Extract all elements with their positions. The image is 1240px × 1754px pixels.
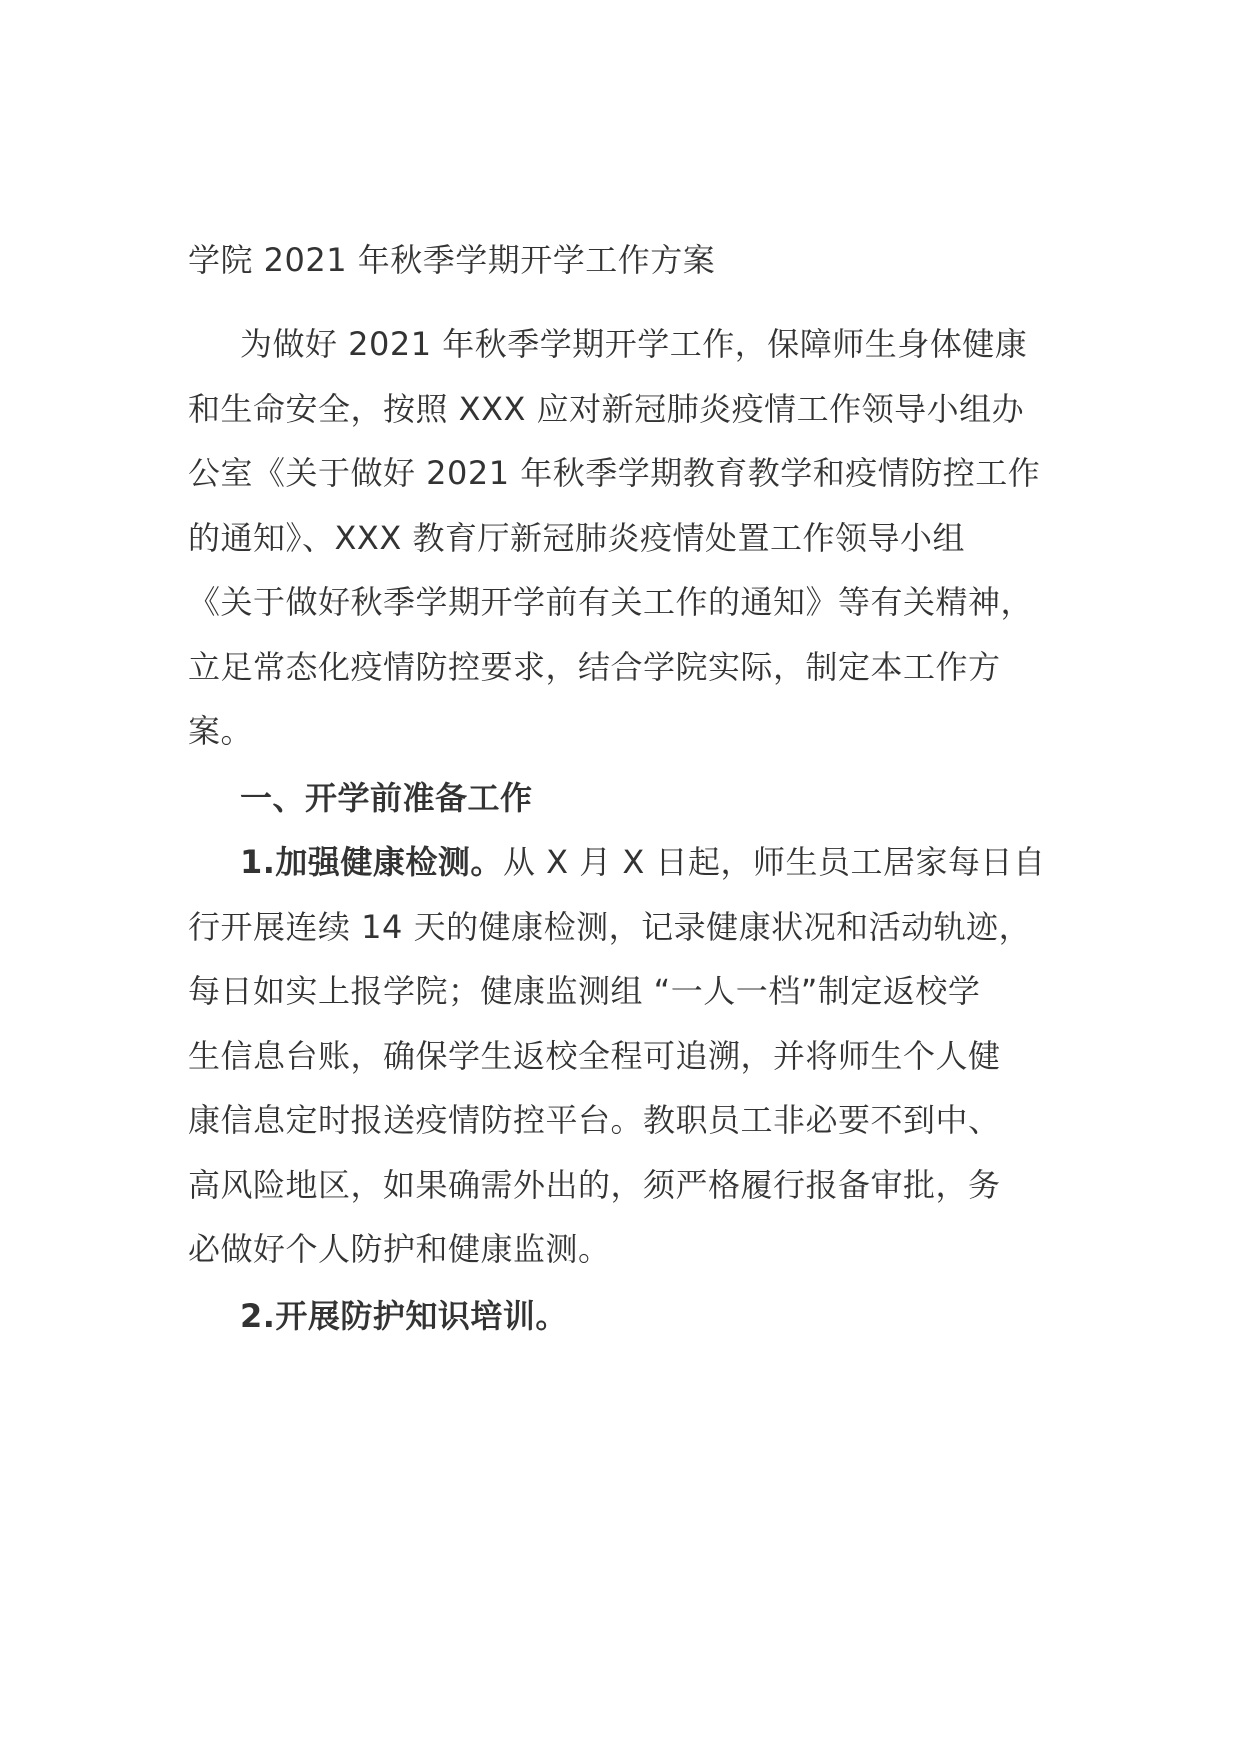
item-2-label: 2.开展防护知识培训。 — [240, 1296, 568, 1335]
item-1-line: 康信息定时报送疫情防控平台。教职员工非必要不到中、 — [188, 1101, 1001, 1139]
section-heading-1: 一、开学前准备工作 — [240, 778, 533, 817]
item-1-line: 必做好个人防护和健康监测。 — [188, 1230, 611, 1268]
intro-line: 立足常态化疫情防控要求，结合学院实际，制定本工作方 — [188, 647, 1001, 686]
document-body — [188, 232, 1068, 1348]
item-1-line: 生信息台账，确保学生返校全程可追溯，并将师生个人健 — [188, 1036, 1001, 1075]
item-1-first-line — [188, 830, 1068, 895]
intro-line: 的通知》、XXX 教育厅新冠肺炎疫情处置工作领导小组 — [188, 518, 965, 557]
document-title: 学院 2021 年秋季学期开学工作方案 — [188, 241, 716, 279]
item-1-paragraph — [188, 830, 1068, 1282]
intro-paragraph — [188, 312, 1068, 764]
intro-line: 为做好 2021 年秋季学期开学工作，保障师生身体健康 — [240, 325, 1028, 363]
intro-line: 案。 — [188, 712, 254, 750]
item-1-line: 行开展连续 14 天的健康检测，记录健康状况和活动轨迹， — [188, 907, 1032, 946]
item-1-first-line-text: 从 X 月 X 日起，师生员工居家每日自 — [502, 843, 1046, 881]
intro-line: 公室《关于做好 2021 年秋季学期教育教学和疫情防控工作 — [188, 454, 1041, 492]
item-1-line: 每日如实上报学院；健康监测组 “一人一档”制定返校学 — [188, 972, 981, 1010]
item-1-label: 1.加强健康检测。 — [240, 843, 503, 881]
intro-line: 和生命安全，按照 XXX 应对新冠肺炎疫情工作领导小组办 — [188, 389, 1025, 428]
item-1-line: 高风险地区，如果确需外出的，须严格履行报备审批，务 — [188, 1165, 1001, 1204]
intro-line: 《关于做好秋季学期开学前有关工作的通知》等有关精神， — [188, 583, 1034, 621]
